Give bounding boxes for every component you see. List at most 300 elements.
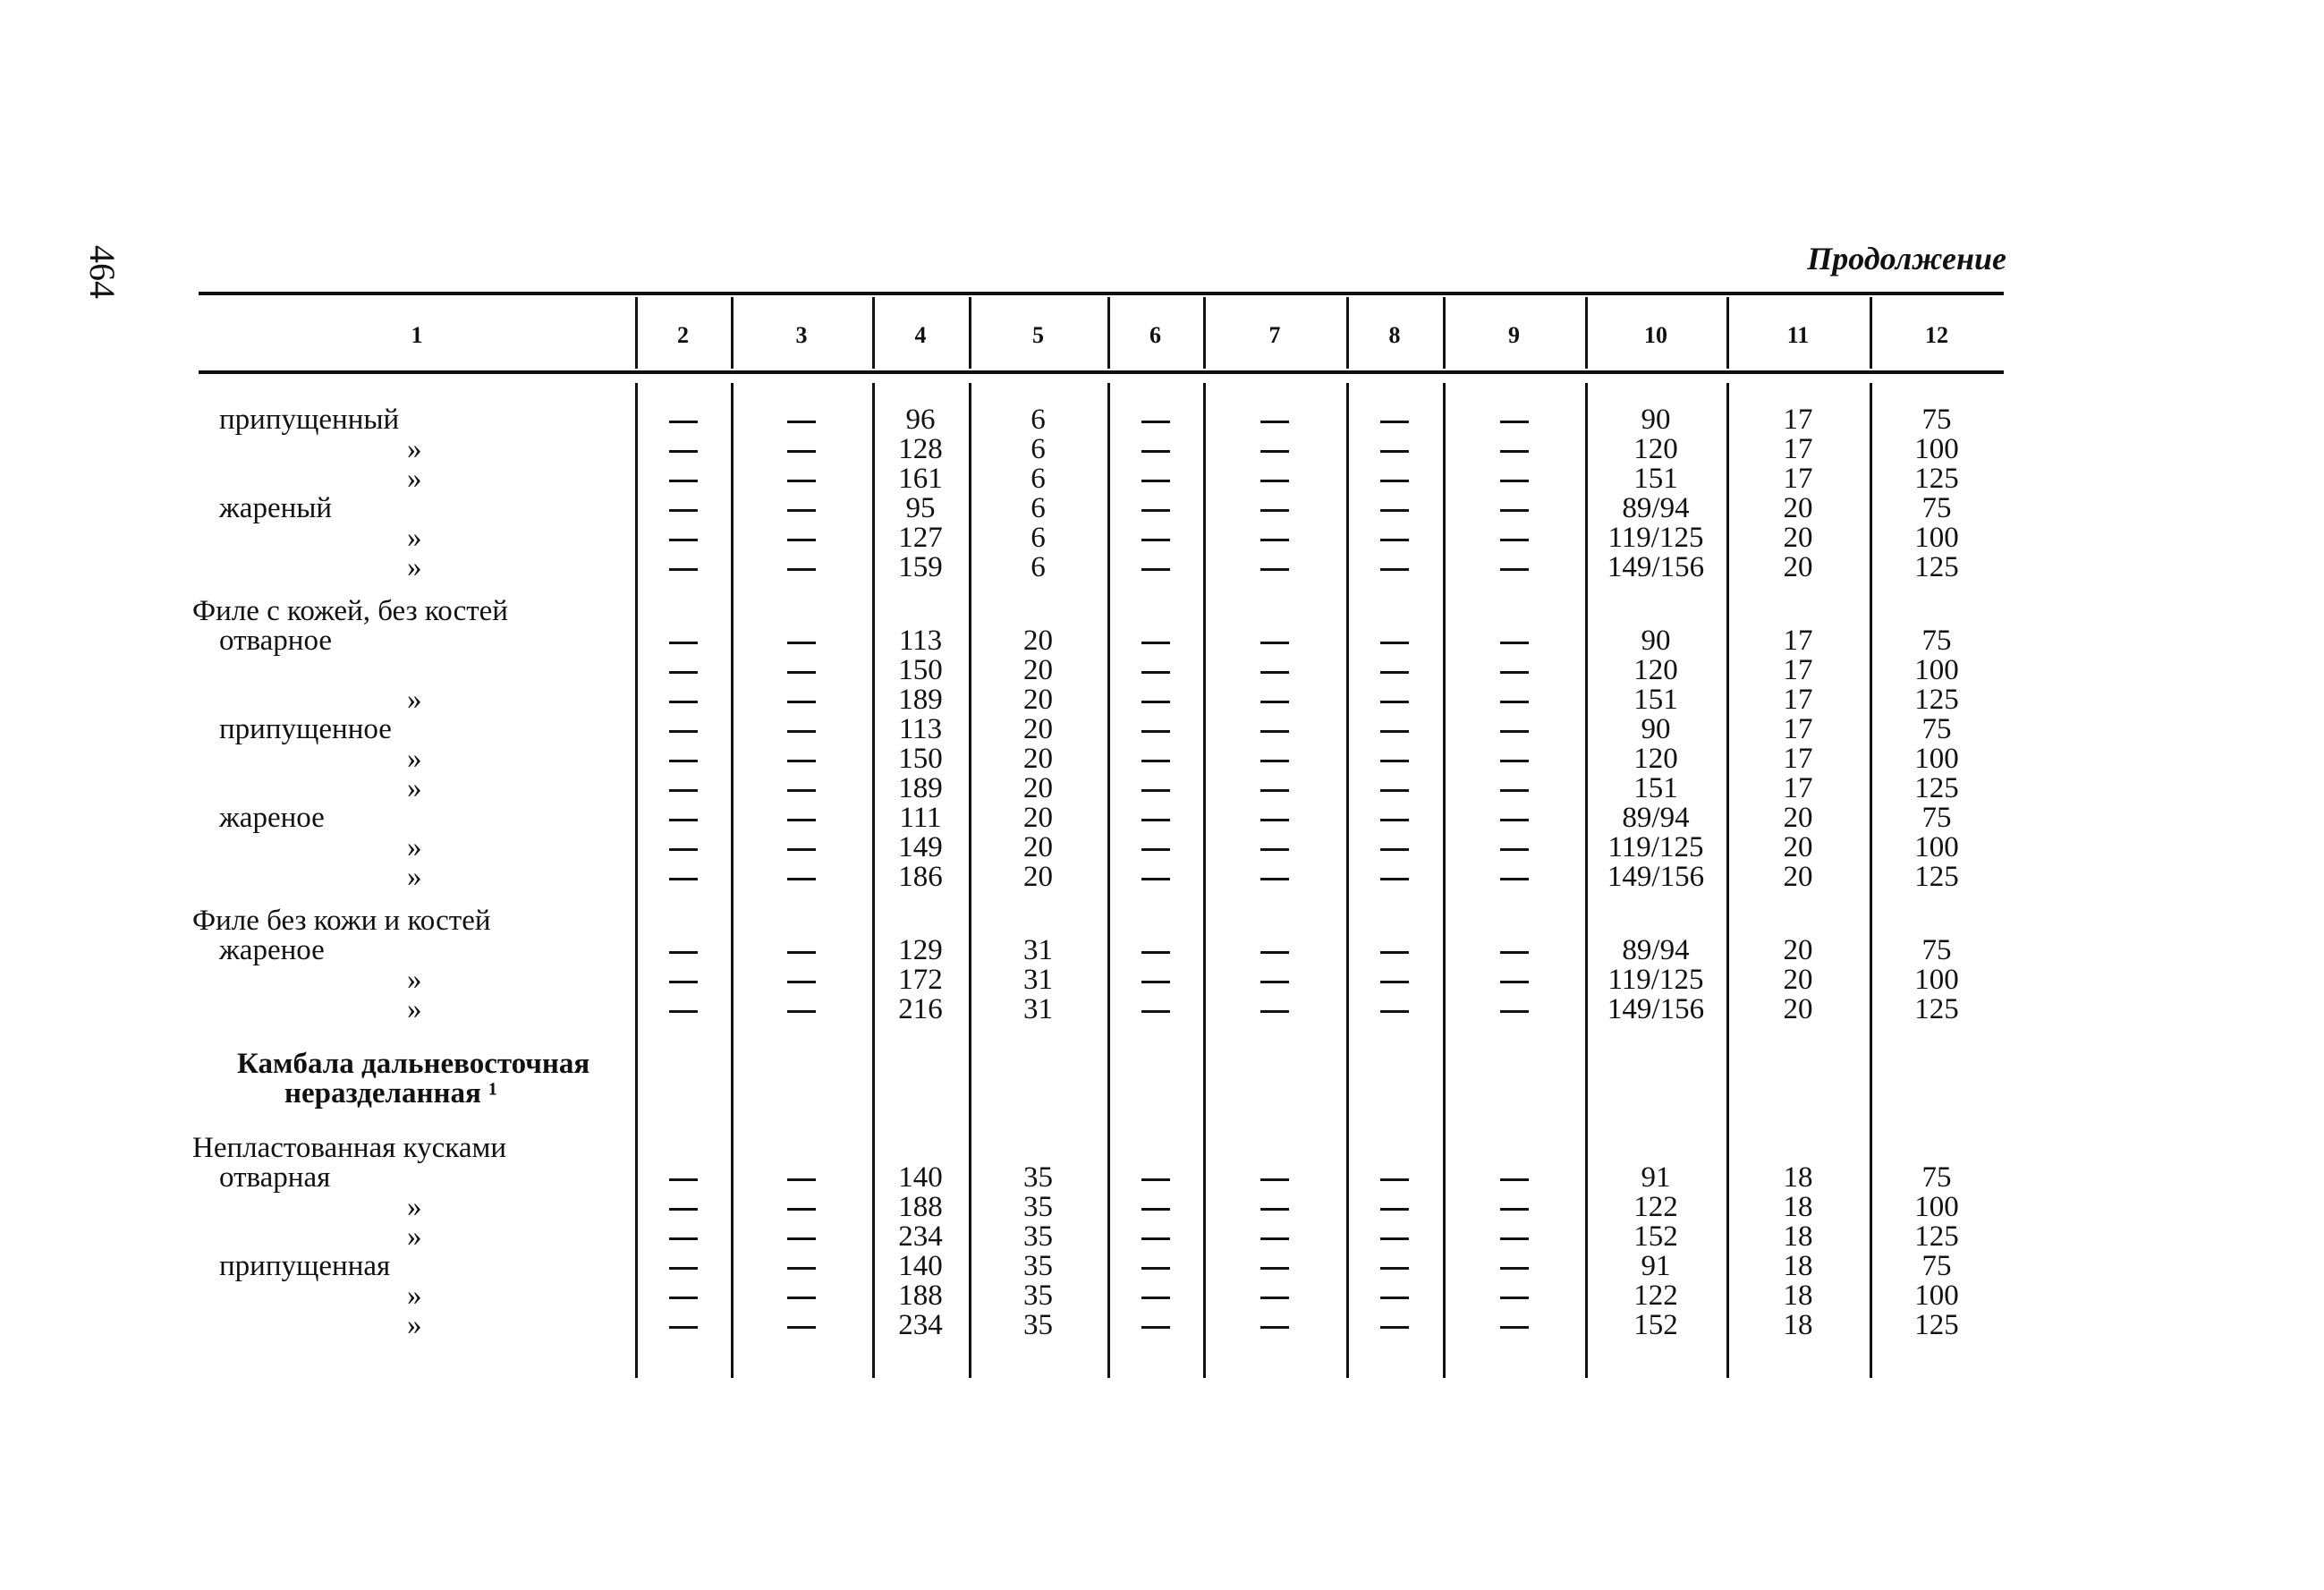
table-cell: 75: [1921, 802, 1952, 834]
empty-cell-dash: [635, 714, 731, 744]
column-header: 5: [1032, 322, 1044, 348]
table-cell: 90: [1641, 713, 1671, 745]
table-cell: 120: [1633, 743, 1678, 775]
row-label: »: [407, 522, 422, 554]
empty-cell-dash: [1443, 935, 1585, 965]
table-cell: 186: [898, 861, 943, 893]
table-cell: 100: [1914, 831, 1959, 863]
table-cell: 20: [1023, 713, 1053, 745]
empty-cell-dash: [1203, 493, 1346, 523]
empty-cell-dash: [1443, 965, 1585, 995]
empty-cell-dash: [731, 1162, 872, 1193]
table-cell: 125: [1914, 861, 1959, 893]
table-cell: 20: [1023, 743, 1053, 775]
row-label: »: [407, 993, 422, 1025]
empty-cell-dash: [731, 862, 872, 892]
table-cell: 189: [898, 772, 943, 804]
column-header: 2: [677, 322, 689, 348]
empty-cell-dash: [635, 684, 731, 715]
empty-cell-dash: [1443, 493, 1585, 523]
table-cell: 6: [1031, 522, 1046, 554]
table-cell: 140: [898, 1250, 943, 1282]
empty-cell-dash: [1203, 1251, 1346, 1281]
table-cell: 75: [1921, 1161, 1952, 1194]
empty-cell-dash: [635, 744, 731, 774]
table-cell: 127: [898, 522, 943, 554]
table-cell: 149/156: [1607, 551, 1705, 583]
empty-cell-dash: [635, 832, 731, 863]
empty-cell-dash: [1107, 1221, 1203, 1252]
empty-cell-dash: [1107, 1310, 1203, 1340]
empty-cell-dash: [1346, 523, 1443, 553]
empty-cell-dash: [1346, 684, 1443, 715]
empty-cell-dash: [1346, 773, 1443, 804]
table-cell: 100: [1914, 1191, 1959, 1223]
table-cell: 90: [1641, 625, 1671, 657]
column-header: 12: [1925, 322, 1948, 348]
table-cell: 35: [1023, 1250, 1053, 1282]
table-cell: 20: [1783, 551, 1813, 583]
empty-cell-dash: [1203, 965, 1346, 995]
empty-cell-dash: [1346, 965, 1443, 995]
table-cell: 6: [1031, 551, 1046, 583]
table-cell: 122: [1633, 1280, 1678, 1312]
table-cell: 149/156: [1607, 993, 1705, 1025]
table-cell: 20: [1023, 772, 1053, 804]
empty-cell-dash: [731, 832, 872, 863]
empty-cell-dash: [731, 1251, 872, 1281]
empty-cell-dash: [731, 523, 872, 553]
empty-cell-dash: [635, 493, 731, 523]
table-cell: 120: [1633, 654, 1678, 686]
table-cell: 18: [1783, 1161, 1813, 1194]
table-cell: 95: [905, 492, 936, 524]
table-cell: 111: [899, 802, 942, 834]
empty-cell-dash: [1346, 832, 1443, 863]
row-label: Непластованная кусками: [192, 1132, 507, 1164]
empty-cell-dash: [1107, 434, 1203, 464]
empty-cell-dash: [731, 1221, 872, 1252]
empty-cell-dash: [1203, 803, 1346, 833]
table-cell: 75: [1921, 713, 1952, 745]
table-cell: 31: [1023, 964, 1053, 996]
table-cell: 149/156: [1607, 861, 1705, 893]
empty-cell-dash: [1203, 1221, 1346, 1252]
table-cell: 17: [1783, 713, 1813, 745]
empty-cell-dash: [1203, 773, 1346, 804]
table-cell: 20: [1783, 964, 1813, 996]
empty-cell-dash: [1346, 493, 1443, 523]
row-label: жареный: [219, 492, 333, 524]
empty-cell-dash: [1203, 994, 1346, 1025]
table-cell: 6: [1031, 463, 1046, 495]
table-cell: 89/94: [1622, 802, 1690, 834]
empty-cell-dash: [1443, 803, 1585, 833]
empty-cell-dash: [1107, 1192, 1203, 1222]
table-cell: 125: [1914, 772, 1959, 804]
empty-cell-dash: [1346, 714, 1443, 744]
empty-cell-dash: [1346, 552, 1443, 582]
table-cell: 20: [1783, 993, 1813, 1025]
table-cell: 161: [898, 463, 943, 495]
empty-cell-dash: [731, 655, 872, 685]
empty-cell-dash: [731, 434, 872, 464]
empty-cell-dash: [1107, 523, 1203, 553]
table-cell: 234: [898, 1309, 943, 1341]
empty-cell-dash: [1443, 625, 1585, 656]
table-cell: 89/94: [1622, 934, 1690, 966]
row-label: »: [407, 463, 422, 495]
table-cell: 20: [1783, 522, 1813, 554]
table-cell: 125: [1914, 551, 1959, 583]
empty-cell-dash: [1443, 1280, 1585, 1311]
table-cell: 17: [1783, 684, 1813, 716]
empty-cell-dash: [1203, 463, 1346, 494]
table-cell: 119/125: [1607, 831, 1704, 863]
table-cell: 100: [1914, 522, 1959, 554]
row-label: жареное: [219, 934, 325, 966]
row-label: »: [407, 743, 422, 775]
empty-cell-dash: [731, 463, 872, 494]
empty-cell-dash: [1346, 625, 1443, 656]
table-cell: 35: [1023, 1309, 1053, 1341]
column-header: 8: [1388, 322, 1401, 348]
table-cell: 35: [1023, 1280, 1053, 1312]
empty-cell-dash: [635, 523, 731, 553]
table-cell: 75: [1921, 404, 1952, 436]
empty-cell-dash: [635, 1251, 731, 1281]
empty-cell-dash: [1203, 832, 1346, 863]
table-cell: 120: [1633, 433, 1678, 465]
empty-cell-dash: [1443, 655, 1585, 685]
empty-cell-dash: [1346, 1280, 1443, 1311]
empty-cell-dash: [1346, 1310, 1443, 1340]
table-cell: 151: [1633, 684, 1678, 716]
table-cell: 100: [1914, 743, 1959, 775]
empty-cell-dash: [1107, 625, 1203, 656]
table-cell: 234: [898, 1220, 943, 1253]
table-cell: 20: [1783, 802, 1813, 834]
table-cell: 17: [1783, 772, 1813, 804]
column-header: 6: [1149, 322, 1161, 348]
empty-cell-dash: [1203, 655, 1346, 685]
empty-cell-dash: [1443, 1192, 1585, 1222]
empty-cell-dash: [731, 714, 872, 744]
empty-cell-dash: [1203, 523, 1346, 553]
table-cell: 125: [1914, 684, 1959, 716]
table-cell: 75: [1921, 1250, 1952, 1282]
empty-cell-dash: [635, 1162, 731, 1193]
empty-cell-dash: [1443, 1310, 1585, 1340]
table-cell: 18: [1783, 1191, 1813, 1223]
empty-cell-dash: [1203, 714, 1346, 744]
table-cell: 90: [1641, 404, 1671, 436]
table-cell: 20: [1023, 625, 1053, 657]
table-cell: 17: [1783, 433, 1813, 465]
empty-cell-dash: [635, 773, 731, 804]
empty-cell-dash: [635, 994, 731, 1025]
table-cell: 75: [1921, 625, 1952, 657]
table-cell: 129: [898, 934, 943, 966]
empty-cell-dash: [635, 862, 731, 892]
row-label: »: [407, 1309, 422, 1341]
continuation-caption: Продолжение: [1807, 241, 2006, 276]
table-top-rule: [199, 292, 2004, 295]
row-label: »: [407, 684, 422, 716]
table-cell: 113: [898, 625, 943, 657]
empty-cell-dash: [1203, 1192, 1346, 1222]
empty-cell-dash: [1107, 994, 1203, 1025]
empty-cell-dash: [1443, 1251, 1585, 1281]
table-cell: 91: [1641, 1250, 1671, 1282]
row-label: жареное: [219, 802, 325, 834]
empty-cell-dash: [1443, 404, 1585, 435]
row-label: отварное: [219, 625, 332, 657]
table-cell: 17: [1783, 463, 1813, 495]
empty-cell-dash: [1107, 404, 1203, 435]
table-cell: 18: [1783, 1250, 1813, 1282]
table-cell: 119/125: [1607, 964, 1704, 996]
empty-cell-dash: [635, 803, 731, 833]
table-cell: 20: [1023, 684, 1053, 716]
empty-cell-dash: [731, 493, 872, 523]
table-cell: 17: [1783, 625, 1813, 657]
empty-cell-dash: [1107, 935, 1203, 965]
empty-cell-dash: [731, 935, 872, 965]
empty-cell-dash: [1346, 1192, 1443, 1222]
empty-cell-dash: [731, 1192, 872, 1222]
row-label: »: [407, 964, 422, 996]
table-cell: 35: [1023, 1220, 1053, 1253]
empty-cell-dash: [1346, 404, 1443, 435]
empty-cell-dash: [731, 404, 872, 435]
page-number: 464: [82, 245, 123, 299]
row-label: »: [407, 772, 422, 804]
empty-cell-dash: [1107, 744, 1203, 774]
table-cell: 125: [1914, 463, 1959, 495]
header-bottom-rule: [199, 370, 2004, 374]
row-label: припущенная: [219, 1250, 391, 1282]
empty-cell-dash: [1443, 994, 1585, 1025]
table-cell: 17: [1783, 404, 1813, 436]
row-label: »: [407, 1220, 422, 1253]
empty-cell-dash: [731, 552, 872, 582]
column-header: 4: [914, 322, 927, 348]
column-header: 3: [795, 322, 808, 348]
empty-cell-dash: [731, 1310, 872, 1340]
empty-cell-dash: [731, 994, 872, 1025]
empty-cell-dash: [635, 965, 731, 995]
table-cell: 6: [1031, 492, 1046, 524]
table-cell: 6: [1031, 404, 1046, 436]
table-cell: 128: [898, 433, 943, 465]
row-label: Камбала дальневосточная: [237, 1048, 590, 1080]
row-label: Филе с кожей, без костей: [192, 595, 508, 627]
empty-cell-dash: [1346, 1221, 1443, 1252]
table-cell: 122: [1633, 1191, 1678, 1223]
empty-cell-dash: [1346, 463, 1443, 494]
table-cell: 150: [898, 654, 943, 686]
table-cell: 119/125: [1607, 522, 1704, 554]
empty-cell-dash: [1346, 994, 1443, 1025]
empty-cell-dash: [635, 1192, 731, 1222]
table-cell: 100: [1914, 1280, 1959, 1312]
table-cell: 125: [1914, 993, 1959, 1025]
empty-cell-dash: [1443, 434, 1585, 464]
empty-cell-dash: [1107, 832, 1203, 863]
table-cell: 31: [1023, 993, 1053, 1025]
table-cell: 100: [1914, 433, 1959, 465]
row-label: Филе без кожи и костей: [192, 905, 491, 937]
table-cell: 140: [898, 1161, 943, 1194]
empty-cell-dash: [1443, 684, 1585, 715]
table-cell: 100: [1914, 654, 1959, 686]
empty-cell-dash: [1107, 714, 1203, 744]
empty-cell-dash: [1107, 1162, 1203, 1193]
empty-cell-dash: [731, 625, 872, 656]
empty-cell-dash: [731, 684, 872, 715]
empty-cell-dash: [1107, 773, 1203, 804]
table-cell: 20: [1023, 802, 1053, 834]
empty-cell-dash: [1107, 1251, 1203, 1281]
table-cell: 149: [898, 831, 943, 863]
table-cell: 75: [1921, 492, 1952, 524]
empty-cell-dash: [1203, 625, 1346, 656]
table-cell: 20: [1023, 861, 1053, 893]
table-cell: 152: [1633, 1220, 1678, 1253]
empty-cell-dash: [1107, 463, 1203, 494]
table-cell: 125: [1914, 1309, 1959, 1341]
empty-cell-dash: [1346, 1162, 1443, 1193]
table-cell: 150: [898, 743, 943, 775]
table-cell: 189: [898, 684, 943, 716]
empty-cell-dash: [1346, 1251, 1443, 1281]
table-cell: 96: [905, 404, 936, 436]
table-cell: 75: [1921, 934, 1952, 966]
table-cell: 100: [1914, 964, 1959, 996]
empty-cell-dash: [1443, 552, 1585, 582]
row-label: »: [407, 1191, 422, 1223]
empty-cell-dash: [1203, 404, 1346, 435]
empty-cell-dash: [1346, 862, 1443, 892]
empty-cell-dash: [635, 935, 731, 965]
table-cell: 6: [1031, 433, 1046, 465]
empty-cell-dash: [1443, 714, 1585, 744]
row-label: »: [407, 1280, 422, 1312]
empty-cell-dash: [1346, 744, 1443, 774]
empty-cell-dash: [1107, 684, 1203, 715]
table-cell: 18: [1783, 1220, 1813, 1253]
table-cell: 216: [898, 993, 943, 1025]
empty-cell-dash: [635, 625, 731, 656]
empty-cell-dash: [1346, 935, 1443, 965]
empty-cell-dash: [731, 773, 872, 804]
empty-cell-dash: [635, 434, 731, 464]
empty-cell-dash: [1443, 1162, 1585, 1193]
empty-cell-dash: [635, 1310, 731, 1340]
table-cell: 20: [1783, 861, 1813, 893]
row-label: »: [407, 831, 422, 863]
empty-cell-dash: [1107, 1280, 1203, 1311]
empty-cell-dash: [1107, 493, 1203, 523]
table-cell: 188: [898, 1280, 943, 1312]
empty-cell-dash: [731, 1280, 872, 1311]
empty-cell-dash: [1203, 1310, 1346, 1340]
empty-cell-dash: [1107, 552, 1203, 582]
table-cell: 31: [1023, 934, 1053, 966]
table-cell: 17: [1783, 743, 1813, 775]
table-cell: 188: [898, 1191, 943, 1223]
table-cell: 17: [1783, 654, 1813, 686]
empty-cell-dash: [1443, 832, 1585, 863]
row-label: неразделанная ¹: [284, 1077, 498, 1110]
row-label: »: [407, 433, 422, 465]
table-cell: 35: [1023, 1191, 1053, 1223]
empty-cell-dash: [1203, 1162, 1346, 1193]
table-cell: 159: [898, 551, 943, 583]
empty-cell-dash: [1346, 655, 1443, 685]
row-label: »: [407, 861, 422, 893]
table-cell: 35: [1023, 1161, 1053, 1194]
empty-cell-dash: [635, 1221, 731, 1252]
empty-cell-dash: [731, 965, 872, 995]
empty-cell-dash: [635, 552, 731, 582]
row-label: припущенное: [219, 713, 392, 745]
empty-cell-dash: [1107, 655, 1203, 685]
row-label: отварная: [219, 1161, 331, 1194]
empty-cell-dash: [1203, 935, 1346, 965]
empty-cell-dash: [731, 744, 872, 774]
table-cell: 151: [1633, 463, 1678, 495]
empty-cell-dash: [1346, 803, 1443, 833]
empty-cell-dash: [1203, 1280, 1346, 1311]
table-cell: 18: [1783, 1309, 1813, 1341]
empty-cell-dash: [1107, 862, 1203, 892]
empty-cell-dash: [1443, 1221, 1585, 1252]
column-header: 9: [1508, 322, 1520, 348]
empty-cell-dash: [635, 404, 731, 435]
table-cell: 91: [1641, 1161, 1671, 1194]
empty-cell-dash: [1443, 463, 1585, 494]
table-cell: 152: [1633, 1309, 1678, 1341]
table-cell: 18: [1783, 1280, 1813, 1312]
table-cell: 151: [1633, 772, 1678, 804]
table-cell: 20: [1023, 654, 1053, 686]
empty-cell-dash: [1203, 862, 1346, 892]
empty-cell-dash: [635, 1280, 731, 1311]
column-header: 11: [1786, 322, 1810, 348]
empty-cell-dash: [1203, 434, 1346, 464]
table-cell: 89/94: [1622, 492, 1690, 524]
row-label: »: [407, 551, 422, 583]
table-cell: 20: [1783, 492, 1813, 524]
empty-cell-dash: [1443, 862, 1585, 892]
column-header: 10: [1644, 322, 1667, 348]
table-cell: 113: [898, 713, 943, 745]
column-header: 7: [1268, 322, 1281, 348]
table-cell: 172: [898, 964, 943, 996]
empty-cell-dash: [731, 803, 872, 833]
empty-cell-dash: [1203, 744, 1346, 774]
table-cell: 20: [1783, 934, 1813, 966]
empty-cell-dash: [1107, 803, 1203, 833]
row-label: припущенный: [219, 404, 400, 436]
table-cell: 20: [1023, 831, 1053, 863]
empty-cell-dash: [1443, 773, 1585, 804]
empty-cell-dash: [635, 463, 731, 494]
empty-cell-dash: [1203, 684, 1346, 715]
table-cell: 125: [1914, 1220, 1959, 1253]
